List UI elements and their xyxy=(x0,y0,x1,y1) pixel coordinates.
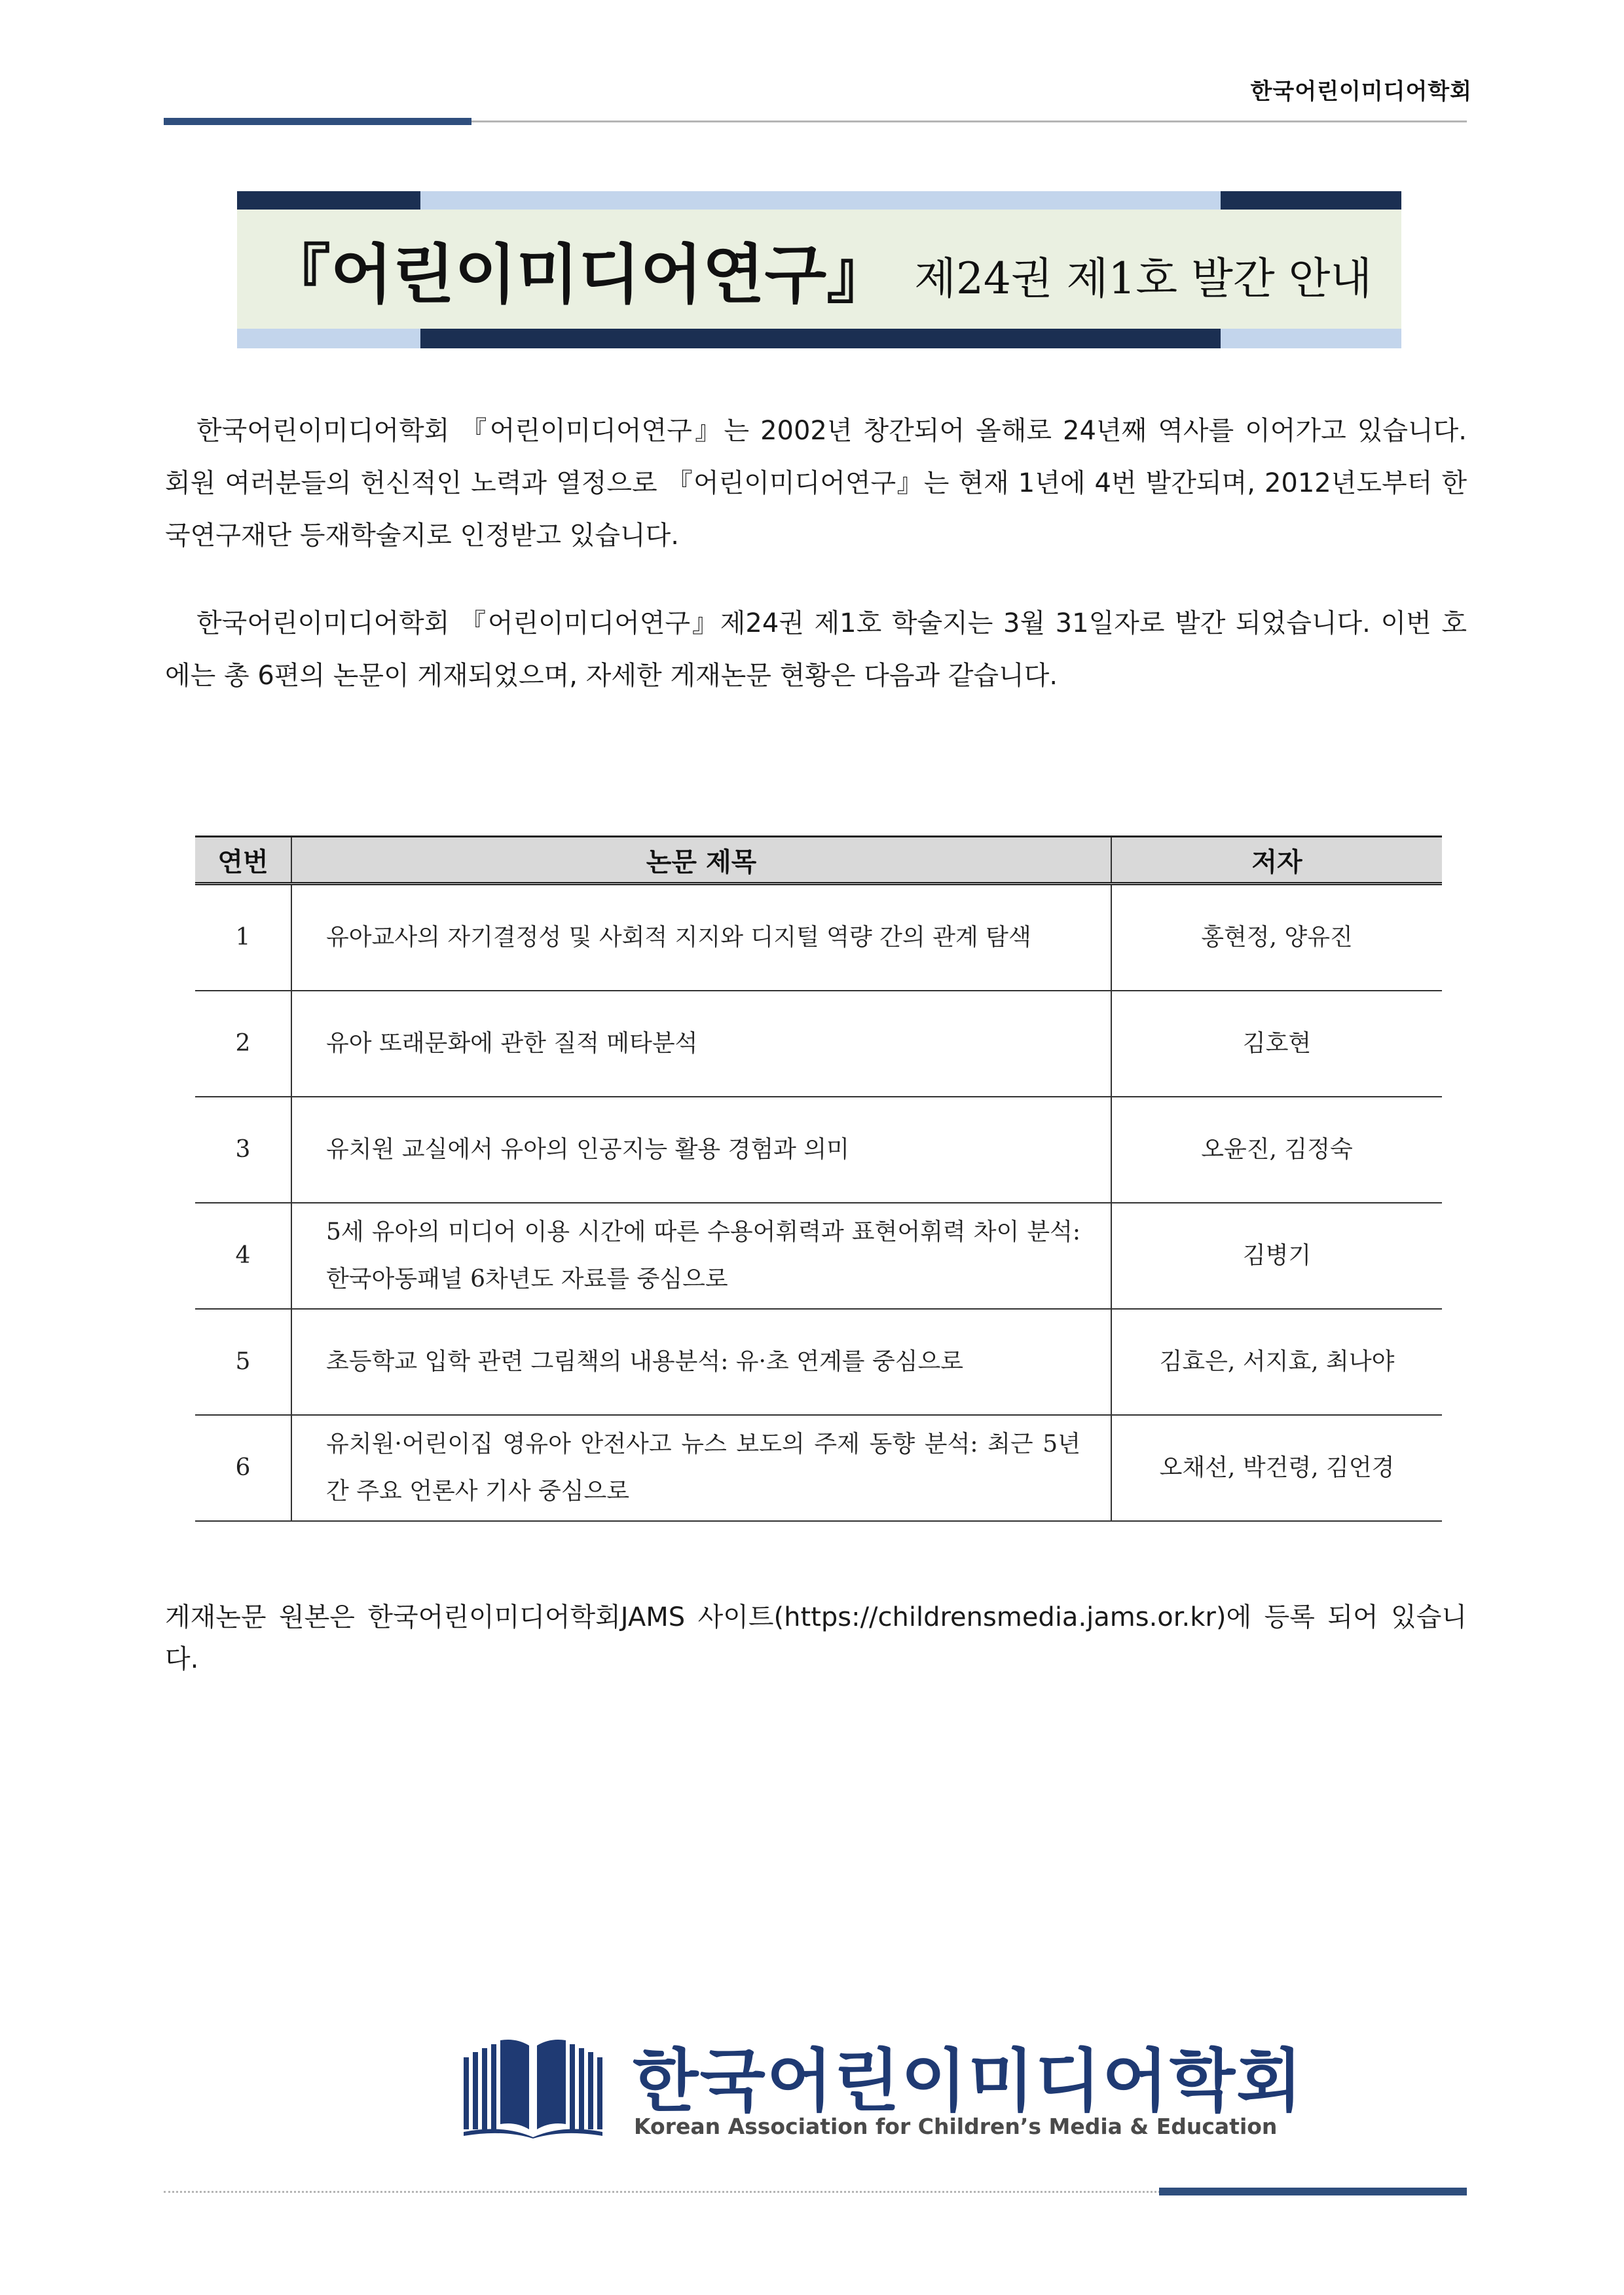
banner-stripe xyxy=(1221,191,1401,210)
row-no: 2 xyxy=(195,991,291,1097)
row-title: 유치원 교실에서 유아의 인공지능 활용 경험과 의미 xyxy=(326,1136,849,1163)
row-no: 6 xyxy=(195,1415,291,1521)
row-author: 김호현 xyxy=(1111,991,1442,1097)
row-author: 김효은, 서지효, 최나야 xyxy=(1111,1309,1442,1415)
journal-name: 『어린이미디어연구』 xyxy=(266,237,891,312)
table-row xyxy=(195,1097,1442,1203)
row-no: 4 xyxy=(195,1203,291,1309)
row-no: 3 xyxy=(195,1097,291,1203)
table-row xyxy=(195,1309,1442,1415)
table-row xyxy=(195,1203,1442,1309)
banner-stripe xyxy=(1221,329,1401,348)
banner-stripe xyxy=(237,191,420,210)
header-author: 저자 xyxy=(1111,837,1442,884)
banner-stripe xyxy=(420,329,1221,348)
papers-table xyxy=(195,835,1442,1522)
row-title: 유아 또래문화에 관한 질적 메타분석 xyxy=(326,1030,698,1057)
header-accent-bar xyxy=(164,118,471,125)
logo-name-english: Korean Association for Children’s Media & Education xyxy=(634,2114,1278,2139)
row-author: 오윤진, 김정숙 xyxy=(1111,1097,1442,1203)
table-row xyxy=(195,991,1442,1097)
row-author: 김병기 xyxy=(1111,1203,1442,1309)
footer-accent-bar xyxy=(1159,2188,1467,2195)
table-row xyxy=(195,1415,1442,1521)
row-title: 유치원·어린이집 영유아 안전사고 뉴스 보도의 주제 동향 분석: 최근 5년간 주요 언론사 기사 중심으로 xyxy=(326,1431,1080,1505)
open-book-icon xyxy=(464,2038,602,2139)
row-author: 홍현정, 양유진 xyxy=(1111,884,1442,991)
row-title: 5세 유아의 미디어 이용 시간에 따른 수용어휘력과 표현어휘력 차이 분석: 한국아동패널 6차년도 자료를 중심으로 xyxy=(326,1219,1080,1293)
table-header-row xyxy=(195,837,1442,884)
issue-paragraph: 한국어린이미디어학회 『어린이미디어연구』제24권 제1호 학술지는 3월 31일자로 발간 되었습니다. 이번 호에는 총 6편의 논문이 게재되었으며, 자세한 게재논문 현황은 다음과 같습니다. xyxy=(165,608,1467,691)
row-no: 5 xyxy=(195,1309,291,1415)
row-author: 오채선, 박건령, 김언경 xyxy=(1111,1415,1442,1521)
issue-title: 제24권 제1호 발간 안내 xyxy=(914,253,1373,304)
row-title: 초등학교 입학 관련 그림책의 내용분석: 유·초 연계를 중심으로 xyxy=(326,1348,964,1375)
intro-paragraph: 한국어린이미디어학회 『어린이미디어연구』는 2002년 창간되어 올해로 24년째 역사를 이어가고 있습니다. 회원 여러분들의 헌신적인 노력과 열정으로 『어린이미디어연구』는 현재 1년에 4번 발간되며, 2012년도부터 한국연구재단 등재학술지로 인정받고 있습니다. xyxy=(165,416,1467,551)
page-title xyxy=(237,210,1401,329)
table-row xyxy=(195,884,1442,991)
header-no: 연번 xyxy=(195,837,291,884)
source-note: 게재논문 원본은 한국어린이미디어학회JAMS 사이트(https://childrensmedia.jams.or.kr)에 등록 되어 있습니다. xyxy=(165,1602,1467,1674)
row-title: 유아교사의 자기결정성 및 사회적 지지와 디지털 역량 간의 관계 탐색 xyxy=(326,924,1031,951)
logo-name-korean: 한국어린이미디어학회 xyxy=(633,2041,1304,2121)
banner-stripe xyxy=(420,191,1221,210)
banner-stripe xyxy=(237,329,420,348)
row-no: 1 xyxy=(195,884,291,991)
header-org-name: 한국어린이미디어학회 xyxy=(1250,79,1472,105)
header-title: 논문 제목 xyxy=(291,837,1111,884)
